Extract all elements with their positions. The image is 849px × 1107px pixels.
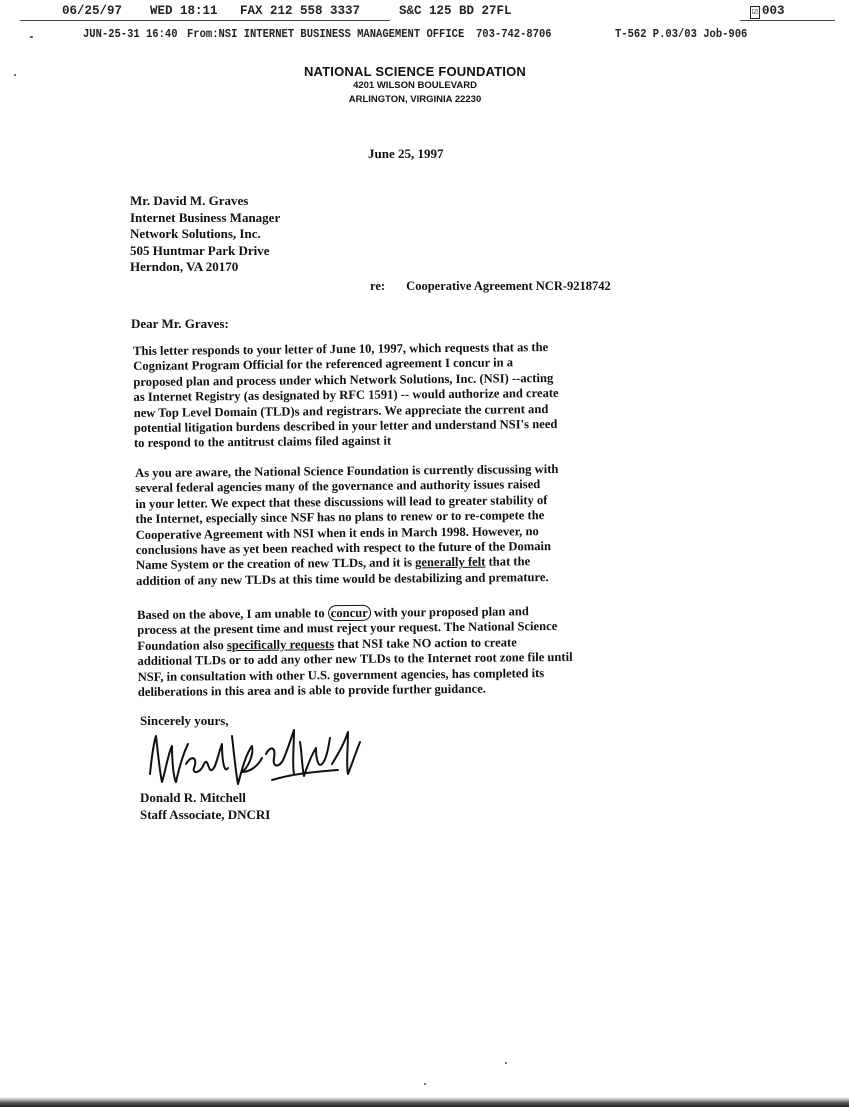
recipient-address bbox=[130, 193, 280, 276]
fax-number: FAX 212 558 3337 bbox=[240, 4, 361, 18]
paragraph-line: several federal agencies many of the governance and authority issues raised bbox=[135, 477, 541, 496]
paragraph-line: Cognizant Program Official for the referenced agreement I concur in a bbox=[133, 355, 514, 374]
paragraph-line: as Internet Registry (as designated by RFC 1591) -- would authorize and create bbox=[133, 386, 559, 405]
subject-text: Cooperative Agreement NCR-9218742 bbox=[406, 279, 611, 293]
scan-speck bbox=[14, 74, 16, 76]
paragraph-1 bbox=[133, 340, 559, 452]
fax-date: 06/25/97 bbox=[62, 4, 123, 18]
salutation: Dear Mr. Graves: bbox=[131, 316, 229, 331]
recipient-line: Herndon, VA 20170 bbox=[130, 259, 239, 274]
letter-date: June 25, 1997 bbox=[368, 146, 444, 161]
text-segment: that the bbox=[485, 554, 531, 570]
fax2-from: From:NSI INTERNET BUSINESS MANAGEMENT OFFICE bbox=[187, 27, 465, 42]
letterhead-street: 4201 WILSON BOULEVARD bbox=[353, 80, 477, 91]
subject-line bbox=[370, 279, 611, 294]
paragraph-2 bbox=[135, 462, 559, 589]
paragraph-line: As you are aware, the National Science Foundation is currently discussing with bbox=[135, 461, 559, 480]
signer-name: Donald R. Mitchell bbox=[140, 790, 246, 805]
paragraph-line: in your letter. We expect that these discussions will lead to greater stability of bbox=[135, 492, 548, 511]
handwritten-underline: specifically requests bbox=[226, 636, 335, 652]
paragraph-line: addition of any new TLDs at this time would be destabilizing and premature. bbox=[136, 569, 549, 588]
scan-speck bbox=[424, 1083, 426, 1085]
fax-header-rule-right bbox=[740, 20, 835, 21]
recipient-line: Mr. David M. Graves bbox=[130, 193, 249, 208]
fax-transmission-header bbox=[62, 4, 792, 20]
paragraph-line: deliberations in this area and is able to provide further guidance. bbox=[137, 681, 486, 700]
recipient-line: Network Solutions, Inc. bbox=[130, 226, 261, 241]
fax-page-icon: ☑ bbox=[752, 7, 759, 18]
signer-title: Staff Associate, DNCRI bbox=[140, 807, 271, 822]
recipient-line: Internet Business Manager bbox=[130, 209, 281, 225]
paragraph-line: This letter responds to your letter of June 10, 1997, which requests that as the bbox=[133, 340, 549, 358]
text-segment: Name System or the creation of new TLDs, and it is bbox=[135, 555, 416, 573]
fax-time: WED 18:11 bbox=[150, 4, 218, 18]
paragraph-line: NSF, in consultation with other U.S. government agencies, has completed its bbox=[137, 665, 545, 684]
text-segment: that NSI take NO action to create bbox=[334, 635, 517, 651]
paragraph-3 bbox=[137, 604, 573, 701]
paragraph-line: Cooperative Agreement with NSI when it ends in March 1998. However, no bbox=[135, 523, 539, 542]
paragraph-line: potential litigation burdens described in your letter and understand NSI's need bbox=[133, 416, 558, 436]
text-segment: with your proposed plan and bbox=[370, 604, 529, 620]
fax2-phone: 703-742-8706 bbox=[476, 27, 552, 42]
recipient-line: 505 Huntmar Park Drive bbox=[130, 242, 270, 258]
scan-edge bbox=[0, 1097, 849, 1107]
letterhead bbox=[290, 64, 540, 107]
fax-page-number: ☑ 003 bbox=[752, 4, 785, 18]
fax-header-rule bbox=[20, 20, 390, 21]
text-segment: Foundation also bbox=[137, 637, 228, 653]
scan-speck bbox=[30, 36, 33, 38]
text-segment: Based on the above, I am unable to bbox=[137, 606, 328, 622]
paragraph-line: proposed plan and process under which Network Solutions, Inc. (NSI) --acting bbox=[133, 370, 554, 389]
handwritten-circle: concur bbox=[328, 605, 371, 621]
closing: Sincerely yours, bbox=[140, 713, 229, 728]
scan-speck bbox=[505, 1062, 507, 1064]
paragraph-line: additional TLDs or to add any other new TLDs to the Internet root zone file until bbox=[137, 650, 573, 669]
paragraph-line: conclusions have as yet been reached with respect to the future of the Domain bbox=[135, 539, 552, 558]
fax-secondary-header bbox=[83, 28, 763, 46]
letterhead-organization: NATIONAL SCIENCE FOUNDATION bbox=[303, 64, 527, 79]
paragraph-line: new Top Level Domain (TLD)s and registrars. We appreciate the current and bbox=[133, 401, 549, 420]
letterhead-city: ARLINGTON, VIRGINIA 22230 bbox=[348, 94, 482, 105]
paragraph-line: process at the present time and must reject your request. The National Science bbox=[137, 619, 558, 638]
subject-label: re: bbox=[370, 279, 386, 293]
fax2-date-time: JUN-25-31 16:40 bbox=[83, 27, 178, 42]
fax2-reference: T-562 P.03/03 Job-906 bbox=[615, 27, 748, 42]
fax-sender: S&C 125 BD 27FL bbox=[399, 4, 512, 18]
handwritten-underline: generally felt bbox=[415, 555, 486, 570]
signer-block bbox=[140, 789, 270, 823]
paragraph-line: to respond to the antitrust claims filed against it bbox=[133, 433, 392, 451]
paragraph-line: the Internet, especially since NSF has no plans to renew or to re-compete the bbox=[135, 508, 545, 527]
